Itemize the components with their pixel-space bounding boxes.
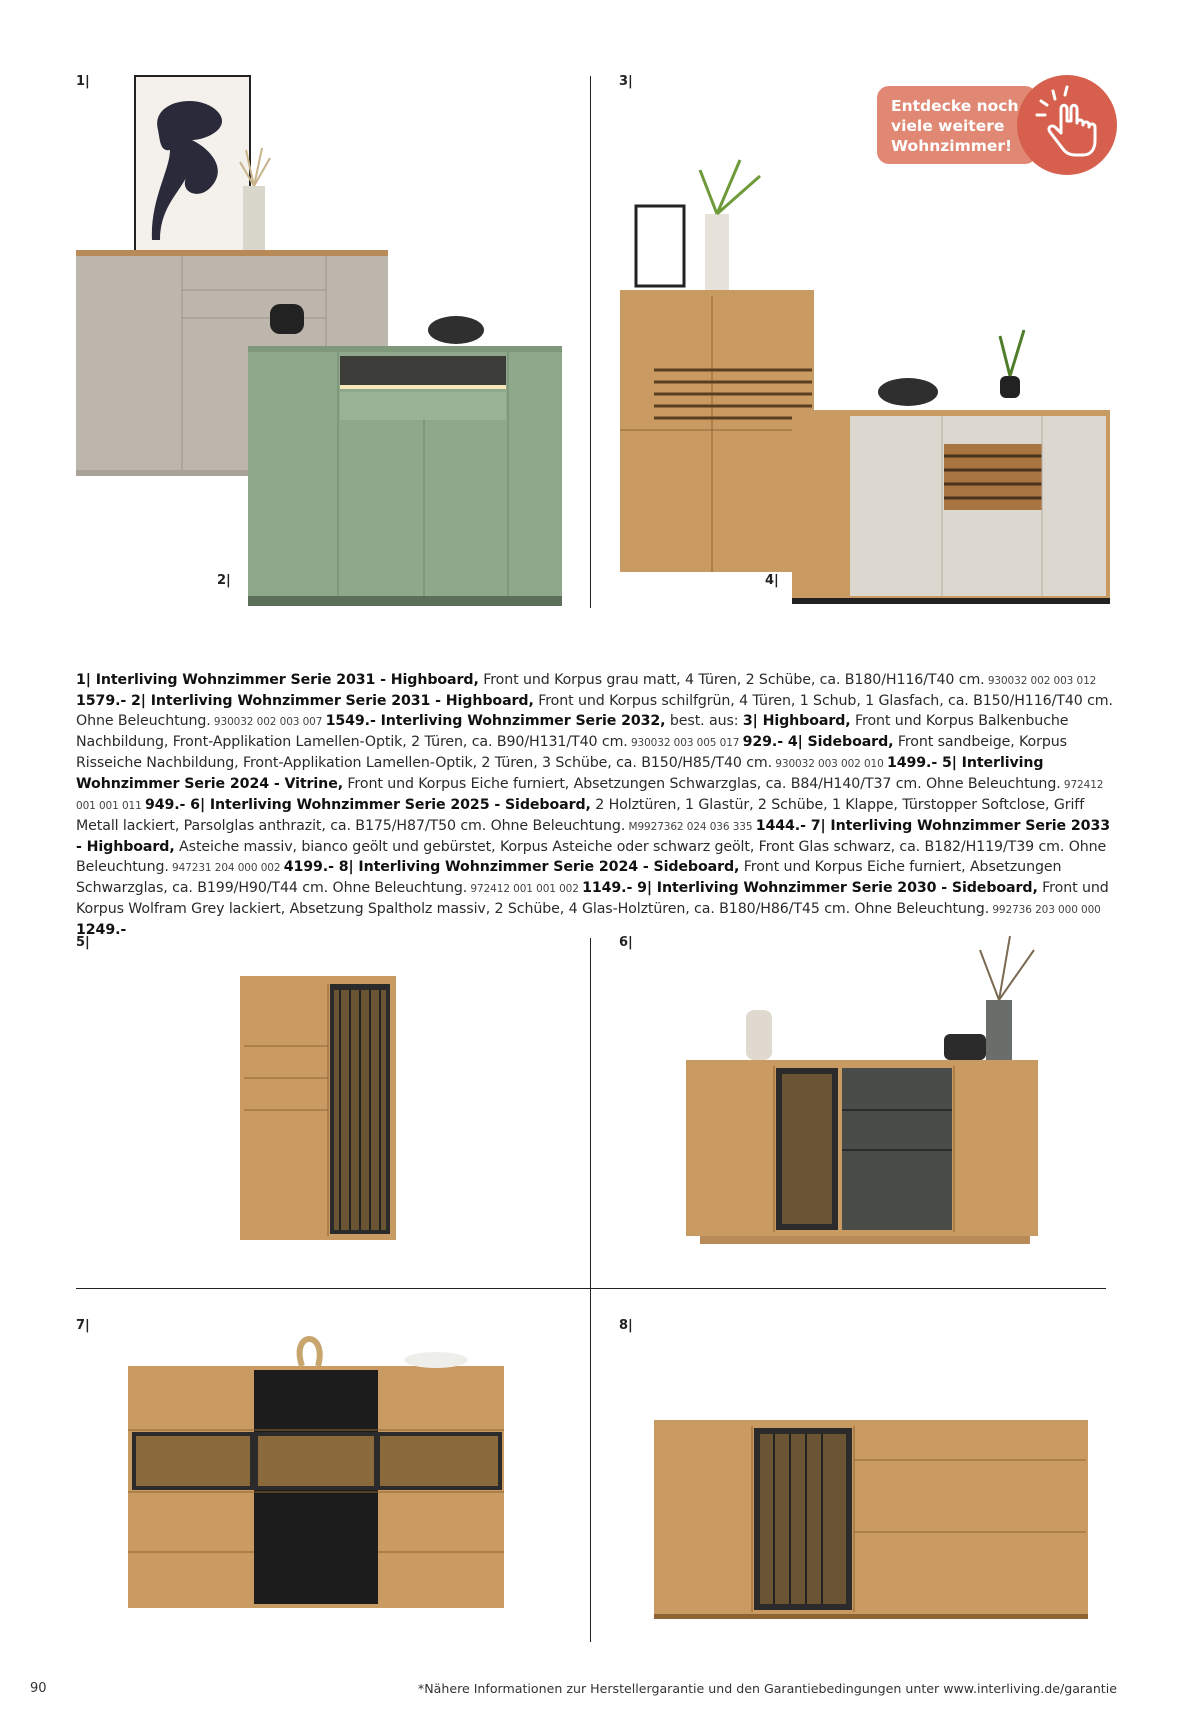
price: 1579.- — [76, 693, 127, 709]
item-number-1: 1| — [76, 74, 90, 89]
item-number-6: 6| — [619, 935, 633, 950]
item-number-3: 3| — [619, 74, 633, 89]
product-3-highboard-oak[interactable] — [620, 160, 814, 572]
product-details: 2 Holztüren, 1 Glastür, 2 Schübe, 1 Klappe, Türstopper Softclose, Griff Metall lackiert, Parsolglas anthrazit, ca. B175/H87/T50 cm. Ohne Beleuchtung. — [76, 797, 1085, 834]
product-title: 9| Interliving Wohnzimmer Serie 2030 - Sideboard, — [632, 880, 1038, 896]
cta-line-3: Wohnzimmer! — [891, 137, 1013, 155]
product-title: 5| Interliving Wohnzimmer Serie 2024 - Vitrine, — [76, 755, 1044, 792]
price: 929.- — [742, 734, 784, 750]
item-number-5: 5| — [76, 935, 90, 950]
article-number: 930032 003 002 010 — [772, 758, 887, 770]
product-details: Front sandbeige, Korpus Risseiche Nachbildung, Front-Applikation Lamellen-Optik, 2 Türen, 3 Schübe, ca. B150/H85/T40 cm. — [76, 734, 1067, 771]
article-number: 947231 204 000 002 — [168, 862, 284, 874]
price: 1444.- — [755, 818, 806, 834]
product-title: 8| Interliving Wohnzimmer Serie 2024 - Sideboard, — [333, 859, 740, 875]
product-details: best. aus: — [665, 713, 743, 729]
product-title: Interliving Wohnzimmer Serie 2032, — [375, 713, 666, 729]
product-7-highboard[interactable] — [128, 1339, 504, 1608]
product-title: 2| Interliving Wohnzimmer Serie 2031 - Highboard, — [126, 693, 534, 709]
product-8-sideboard[interactable] — [654, 1420, 1088, 1619]
product-title: 3| Highboard, — [742, 713, 851, 729]
cta-line-1: Entdecke noch — [891, 97, 1019, 115]
warranty-footnote[interactable]: *Nähere Informationen zur Herstellergarantie und den Garantiebedingungen unter www.interliving.de/garantie — [417, 1681, 1117, 1696]
product-title: 6| Interliving Wohnzimmer Serie 2025 - Sideboard, — [185, 797, 591, 813]
price: 949.- — [144, 797, 186, 813]
product-details: Front und Korpus Eiche furniert, Absetzungen Schwarzglas, ca. B199/H90/T44 cm. Ohne Beleuchtung. — [76, 859, 1062, 896]
price: 1149.- — [582, 880, 633, 896]
price: 4199.- — [283, 859, 334, 875]
article-number: 972412 001 001 011 — [76, 779, 1104, 812]
item-number-2: 2| — [217, 573, 231, 588]
product-5-vitrine[interactable] — [240, 976, 396, 1240]
product-details: Asteiche massiv, bianco geölt und gebürstet, Korpus Asteiche oder schwarz geölt, Front Glas schwarz, ca. B182/H119/T39 cm. Ohne Beleuchtung. — [76, 839, 1107, 875]
page-number: 90 — [30, 1681, 47, 1696]
price: 1499.- — [886, 755, 938, 771]
item-number-4: 4| — [765, 573, 779, 588]
product-6-sideboard[interactable] — [686, 936, 1038, 1244]
article-number: 930032 002 003 007 — [210, 716, 326, 728]
product-details: Front und Korpus grau matt, 4 Türen, 2 Schübe, ca. B180/H116/T40 cm. — [478, 672, 985, 688]
article-number: 992736 203 000 000 — [989, 904, 1101, 916]
article-number: 930032 002 003 012 — [984, 675, 1097, 687]
product-2-highboard-green[interactable] — [248, 304, 562, 606]
article-number: M9927362 024 036 335 — [625, 821, 756, 833]
article-number: 972412 001 001 002 — [467, 883, 583, 895]
price: 1249.- — [76, 922, 127, 938]
cta-line-2: viele weitere — [891, 117, 1005, 135]
product-4-sideboard-sand[interactable] — [792, 330, 1110, 604]
product-title: 4| Sideboard, — [783, 734, 894, 750]
item-number-8: 8| — [619, 1318, 633, 1333]
price: 1549.- — [325, 713, 376, 729]
product-details: Front und Korpus Balkenbuche Nachbildung, Front-Applikation Lamellen-Optik, 2 Türen, ca. B90/H131/T40 cm. — [76, 713, 1069, 750]
product-details: Front und Korpus Wolfram Grey lackiert, Absetzung Spaltholz massiv, 2 Schübe, 4 Glas-Holztüren, ca. B180/H86/T45 cm. Ohne Beleuchtung. — [76, 880, 1109, 917]
product-details: Front und Korpus schilfgrün, 4 Türen, 1 Schub, 1 Glasfach, ca. B150/H116/T40 cm. Ohne Beleuchtung. — [76, 693, 1113, 729]
item-number-7: 7| — [76, 1318, 90, 1333]
product-description-block — [76, 670, 1116, 940]
product-title: 1| Interliving Wohnzimmer Serie 2031 - Highboard, — [76, 672, 479, 688]
product-title: 7| Interliving Wohnzimmer Serie 2033 - Highboard, — [76, 818, 1110, 855]
article-number: 930032 003 005 017 — [627, 737, 743, 749]
product-details: Front und Korpus Eiche furniert, Absetzungen Schwarzglas, ca. B84/H140/T37 cm. Ohne Beleuchtung. — [343, 776, 1061, 792]
